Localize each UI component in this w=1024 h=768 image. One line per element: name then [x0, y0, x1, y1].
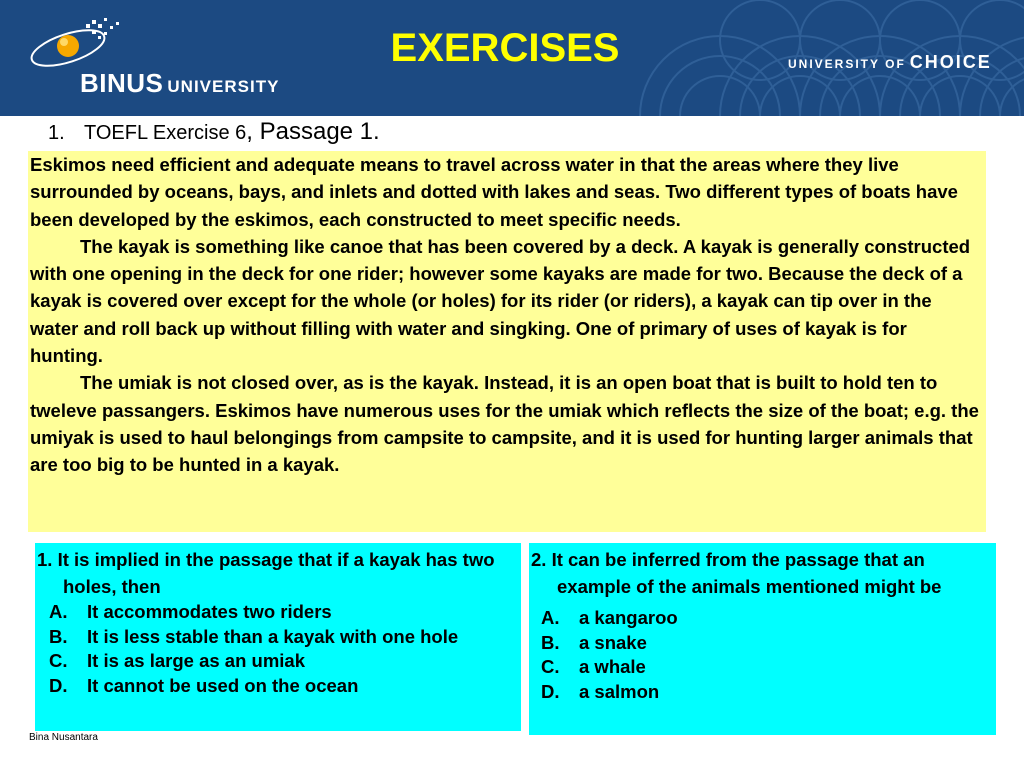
answer-option[interactable]	[49, 649, 521, 674]
header-banner	[0, 0, 1024, 116]
answer-option[interactable]	[541, 606, 996, 631]
question-2-options	[531, 606, 996, 704]
question-1-options	[37, 600, 521, 698]
answer-option[interactable]	[541, 631, 996, 656]
footer-text: Bina Nusantara	[29, 732, 98, 743]
page-title: EXERCISES	[390, 26, 620, 70]
tagline-prefix: UNIVERSITY OF	[788, 57, 906, 71]
tagline	[788, 52, 992, 73]
answer-option[interactable]	[49, 625, 521, 650]
option-letter: C.	[49, 650, 68, 671]
option-letter: D.	[541, 680, 560, 702]
logo-wordmark	[80, 68, 279, 99]
subtitle-text: TOEFL Exercise 6	[84, 122, 247, 144]
question-2-box	[529, 543, 996, 735]
option-text: It cannot be used on the ocean	[87, 674, 359, 696]
option-text: It is as large as an umiak	[87, 650, 305, 671]
passage-paragraph: Eskimos need efficient and adequate means to travel across water in that the areas where they live surrounded by oceans, bays, and inlets and dotted with lakes and seas. Two different types of boats have been developed by the eskimos, each constructed to meet specific needs.	[30, 154, 958, 230]
option-text: a salmon	[579, 680, 660, 702]
passage-paragraph: The umiak is not closed over, as is the kayak. Instead, it is an open boat that is built to hold ten to tweleve passangers. Eskimos have numerous uses for the umiak which reflects the size of the boat; e.g. the umiyak is used to haul belongings from campsite to campsite, and it is used for hunting larger animals that are too big to be hunted in a kayak.	[30, 372, 979, 476]
exercise-subtitle	[48, 118, 380, 146]
logo-binus-text: BINUS	[80, 68, 164, 98]
answer-option[interactable]	[541, 680, 996, 705]
question-1-box	[35, 543, 521, 731]
tagline-emphasis: CHOICE	[909, 52, 992, 72]
globe-logo-icon	[28, 10, 148, 70]
option-text: It accommodates two riders	[87, 601, 332, 622]
answer-option[interactable]	[49, 674, 521, 699]
option-letter: A.	[541, 607, 560, 628]
logo-university-text: UNIVERSITY	[167, 77, 280, 96]
option-text: It is less stable than a kayak with one hole	[87, 625, 459, 647]
subtitle-number: 1.	[48, 122, 65, 144]
option-letter: A.	[49, 601, 68, 622]
option-text: a snake	[579, 631, 647, 653]
reading-passage	[28, 151, 986, 532]
option-letter: B.	[49, 625, 68, 647]
question-1-prompt: 1. It is implied in the passage that if a kayak has two holes, then	[37, 549, 495, 597]
answer-option[interactable]	[49, 600, 521, 625]
answer-option[interactable]	[541, 655, 996, 680]
passage-paragraph: The kayak is something like canoe that has been covered by a deck. A kayak is generally constructed with one opening in the deck for one rider; however some kayaks are made for two. Because the deck of a kayak is covered over except for the whole (or holes) for its rider (or riders), a kayak can tip over in the water and roll back up without filling with water and singking. One of primary of uses of kayak is for hunting.	[30, 235, 971, 367]
option-letter: D.	[49, 674, 68, 696]
question-2-prompt: 2. It can be inferred from the passage that an example of the animals mentioned might be	[531, 549, 942, 597]
subtitle-suffix: , Passage 1.	[246, 118, 380, 145]
option-text: a whale	[579, 656, 646, 677]
binus-logo	[28, 10, 308, 100]
option-letter: C.	[541, 656, 560, 677]
option-text: a kangaroo	[579, 607, 678, 628]
option-letter: B.	[541, 631, 560, 653]
